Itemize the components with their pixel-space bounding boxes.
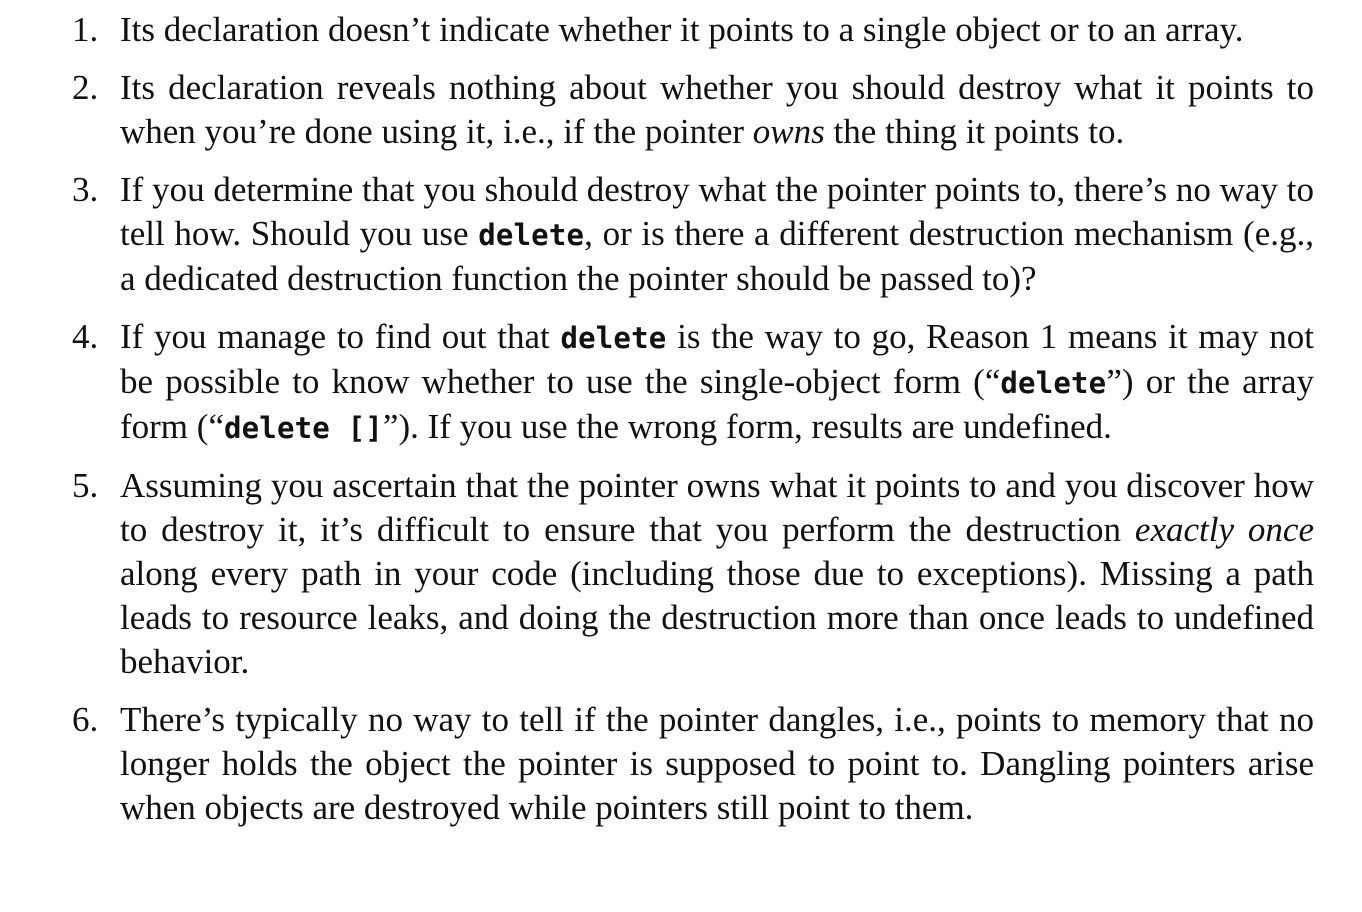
- item-text: If you determine that you should destroy what the pointer points to, there’s no way to tell how. Should you use: [120, 170, 1314, 253]
- item-number: 1.: [72, 10, 99, 49]
- item-text: Assuming you ascertain that the pointer owns what it points to and you discover how to destroy it, it’s difficult to ensure that you perform the destruction: [120, 466, 1314, 549]
- item-number: 4.: [72, 317, 99, 356]
- item-number: 5.: [72, 466, 99, 505]
- numbered-list: [72, 8, 1314, 830]
- code-text: delete: [478, 218, 585, 252]
- code-text: delete: [1000, 366, 1107, 400]
- list-item: [72, 315, 1314, 450]
- item-text: There’s typically no way to tell if the pointer dangles, i.e., points to memory that no longer holds the object the pointer is supposed to point to. Dangling pointers arise when objects are destroyed while pointers still point to them.: [120, 700, 1314, 827]
- code-text: delete: [560, 321, 667, 355]
- item-text: Its declaration doesn’t indicate whether it points to a single object or to an array.: [120, 10, 1244, 49]
- item-text: If you manage to find out that: [120, 317, 561, 356]
- item-number: 3.: [72, 170, 99, 209]
- emphasis-text: owns: [752, 112, 825, 151]
- item-number: 6.: [72, 700, 99, 739]
- emphasis-text: exactly once: [1134, 510, 1314, 549]
- item-text: along every path in your code (including those due to exceptions). Missing a path leads to resource leaks, and doing the destruction more than once leads to undefined behavior.: [120, 554, 1314, 681]
- item-text: is the way to go, Reason 1 means it may not be possible to know whether to use the single-object form (“: [120, 317, 1314, 401]
- item-text: , or is there a different destruction mechanism (e.g., a dedicated destruction function the pointer should be passed to)?: [120, 214, 1314, 298]
- list-item: [72, 698, 1314, 830]
- item-number: 2.: [72, 68, 99, 107]
- item-text: Its declaration reveals nothing about whether you should destroy what it points to when you’re done using it, i.e., if the pointer: [120, 68, 1314, 151]
- list-item: [72, 8, 1314, 52]
- list-item: [72, 464, 1314, 684]
- list-item: [72, 168, 1314, 301]
- item-text: the thing it points to.: [824, 112, 1125, 151]
- list-item: [72, 66, 1314, 154]
- item-text: ”) or the array form (“: [120, 362, 1315, 446]
- code-text: delete []: [223, 411, 383, 445]
- item-text: ”). If you use the wrong form, results are undefined.: [382, 407, 1112, 446]
